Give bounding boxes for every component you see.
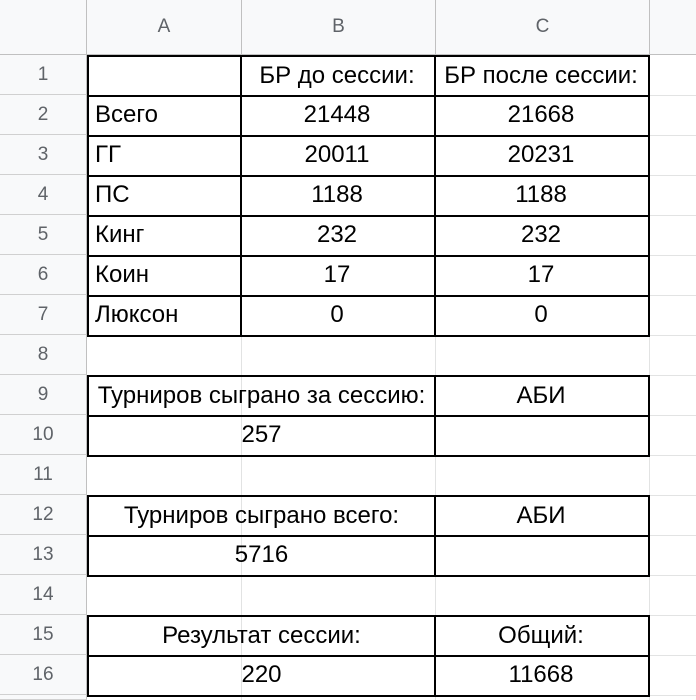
cell-c4[interactable]: 1188 — [434, 175, 650, 217]
cell-b5[interactable]: 232 — [240, 215, 436, 257]
cell-c7[interactable]: 0 — [434, 295, 650, 337]
session-tournaments-label[interactable]: Турниров сыграно за сессию: — [87, 375, 436, 417]
row-header[interactable]: 2 — [0, 95, 87, 135]
row-header[interactable]: 6 — [0, 255, 87, 295]
total-tournaments-value[interactable]: 5716 — [87, 535, 436, 577]
cell-c3[interactable]: 20231 — [434, 135, 650, 177]
session-result-value[interactable]: 220 — [87, 655, 436, 697]
row-header[interactable] — [0, 695, 87, 700]
overall-result-label[interactable]: Общий: — [434, 615, 650, 657]
session-abi-value[interactable] — [434, 415, 650, 457]
cell-c1-header-after[interactable]: БР после сессии: — [434, 55, 650, 97]
row-header[interactable]: 3 — [0, 135, 87, 175]
cell-c2[interactable]: 21668 — [434, 95, 650, 137]
row-header[interactable]: 5 — [0, 215, 87, 255]
cell-b1-header-before[interactable]: БР до сессии: — [240, 55, 436, 97]
row-header[interactable]: 13 — [0, 535, 87, 575]
cell-a4[interactable]: ПС — [87, 175, 242, 217]
session-abi-label[interactable]: АБИ — [434, 375, 650, 417]
column-header-b[interactable]: B — [242, 0, 436, 55]
cell-a7[interactable]: Люксон — [87, 295, 242, 337]
row-header[interactable]: 11 — [0, 455, 87, 495]
row-header[interactable]: 8 — [0, 335, 87, 375]
total-tournaments-label[interactable]: Турниров сыграно всего: — [87, 495, 436, 537]
cell-a2[interactable]: Всего — [87, 95, 242, 137]
row-header[interactable]: 15 — [0, 615, 87, 655]
session-result-label[interactable]: Результат сессии: — [87, 615, 436, 657]
cell-b3[interactable]: 20011 — [240, 135, 436, 177]
row-header[interactable]: 12 — [0, 495, 87, 535]
row-header[interactable]: 14 — [0, 575, 87, 615]
row-header[interactable]: 10 — [0, 415, 87, 455]
cell-b4[interactable]: 1188 — [240, 175, 436, 217]
cell-c5[interactable]: 232 — [434, 215, 650, 257]
cell-a1[interactable] — [87, 55, 242, 97]
column-header-a[interactable]: A — [87, 0, 242, 55]
column-header-d[interactable] — [650, 0, 696, 55]
cell-a5[interactable]: Кинг — [87, 215, 242, 257]
row-header[interactable]: 9 — [0, 375, 87, 415]
total-abi-value[interactable] — [434, 535, 650, 577]
session-tournaments-value[interactable]: 257 — [87, 415, 436, 457]
row-header[interactable]: 7 — [0, 295, 87, 335]
overall-result-value[interactable]: 11668 — [434, 655, 650, 697]
column-header-c[interactable]: C — [436, 0, 650, 55]
cell-c6[interactable]: 17 — [434, 255, 650, 297]
cell-a3[interactable]: ГГ — [87, 135, 242, 177]
row-header[interactable]: 16 — [0, 655, 87, 695]
cell-a6[interactable]: Коин — [87, 255, 242, 297]
cell-b2[interactable]: 21448 — [240, 95, 436, 137]
cell-b7[interactable]: 0 — [240, 295, 436, 337]
total-abi-label[interactable]: АБИ — [434, 495, 650, 537]
row-header[interactable]: 4 — [0, 175, 87, 215]
select-all-corner[interactable] — [0, 0, 87, 55]
cell-b6[interactable]: 17 — [240, 255, 436, 297]
row-header[interactable]: 1 — [0, 55, 87, 95]
